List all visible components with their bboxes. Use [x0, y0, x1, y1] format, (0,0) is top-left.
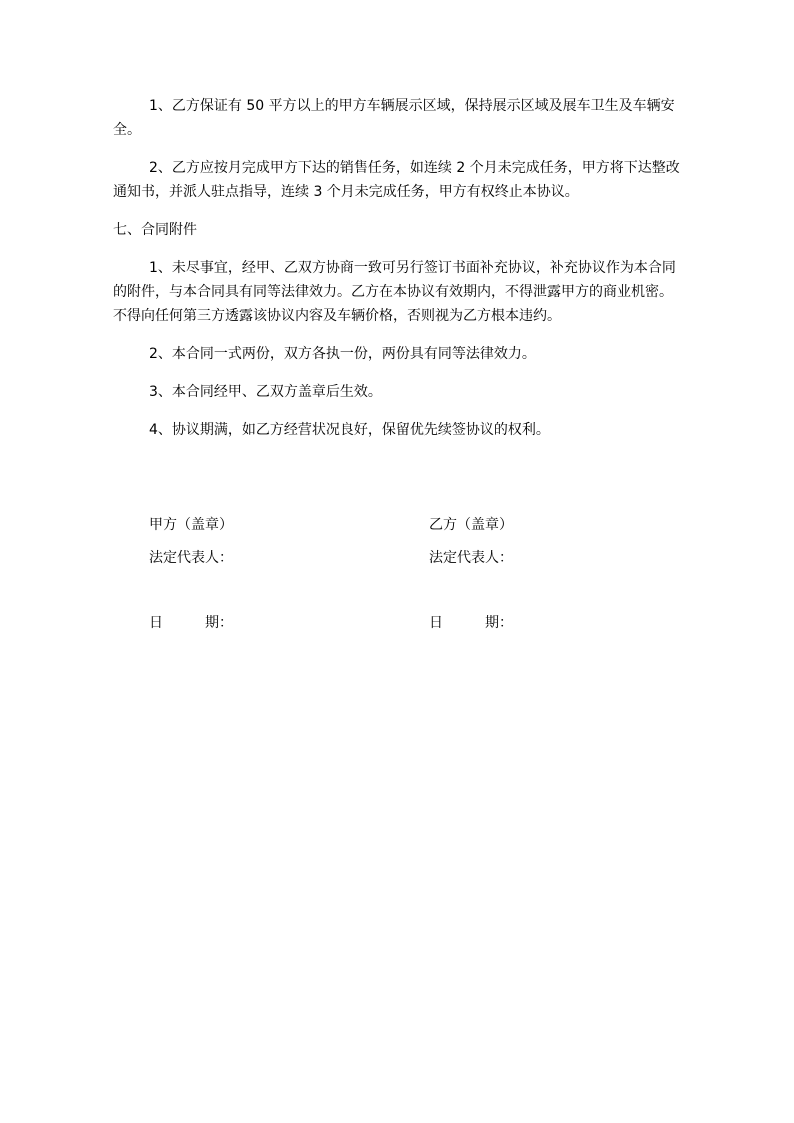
date-char-ri: 日	[429, 615, 443, 631]
section-heading: 七、合同附件	[113, 222, 197, 238]
party-a-rep-label: 法定代表人：	[149, 550, 233, 566]
clause-paragraph	[113, 156, 681, 204]
clause-text: 4、协议期满，如乙方经营状况良好，保留优先续签协议的权利。	[149, 422, 550, 438]
clause-text: 2、本合同一式两份，双方各执一份，两份具有同等法律效力。	[149, 346, 536, 362]
clause-paragraph	[113, 418, 681, 442]
party-b-rep-label: 法定代表人：	[429, 550, 513, 566]
clause-text: 1、乙方保证有 50 平方以上的甲方车辆展示区域，保持展示区域及展车卫生及车辆安全。	[113, 98, 675, 138]
date-char-ri: 日	[149, 615, 163, 631]
clause-text: 2、乙方应按月完成甲方下达的销售任务，如连续 2 个月未完成任务，甲方将下达整改通知书，并派人驻点指导，连续 3 个月未完成任务，甲方有权终止本协议。	[113, 160, 680, 200]
party-b-seal-label: 乙方（盖章）	[429, 517, 513, 533]
clause-text: 1、未尽事宜，经甲、乙双方协商一致可另行签订书面补充协议，补充协议作为本合同的附件，与本合同具有同等法律效力。乙方在本协议有效期内，不得泄露甲方的商业机密。不得向任何第三方透露该协议内容及车辆价格，否则视为乙方根本违约。	[113, 260, 676, 324]
clause-paragraph	[113, 380, 681, 404]
clause-text: 3、本合同经甲、乙双方盖章后生效。	[149, 384, 382, 400]
clause-paragraph	[113, 256, 681, 328]
party-a-date-label	[149, 611, 233, 635]
date-char-qi: 期：	[205, 615, 233, 631]
party-a-seal-label: 甲方（盖章）	[149, 517, 233, 533]
clause-paragraph	[113, 94, 681, 142]
date-char-qi: 期：	[485, 615, 513, 631]
party-b-date-label	[429, 611, 513, 635]
clause-paragraph	[113, 342, 681, 366]
document-body	[113, 94, 681, 456]
